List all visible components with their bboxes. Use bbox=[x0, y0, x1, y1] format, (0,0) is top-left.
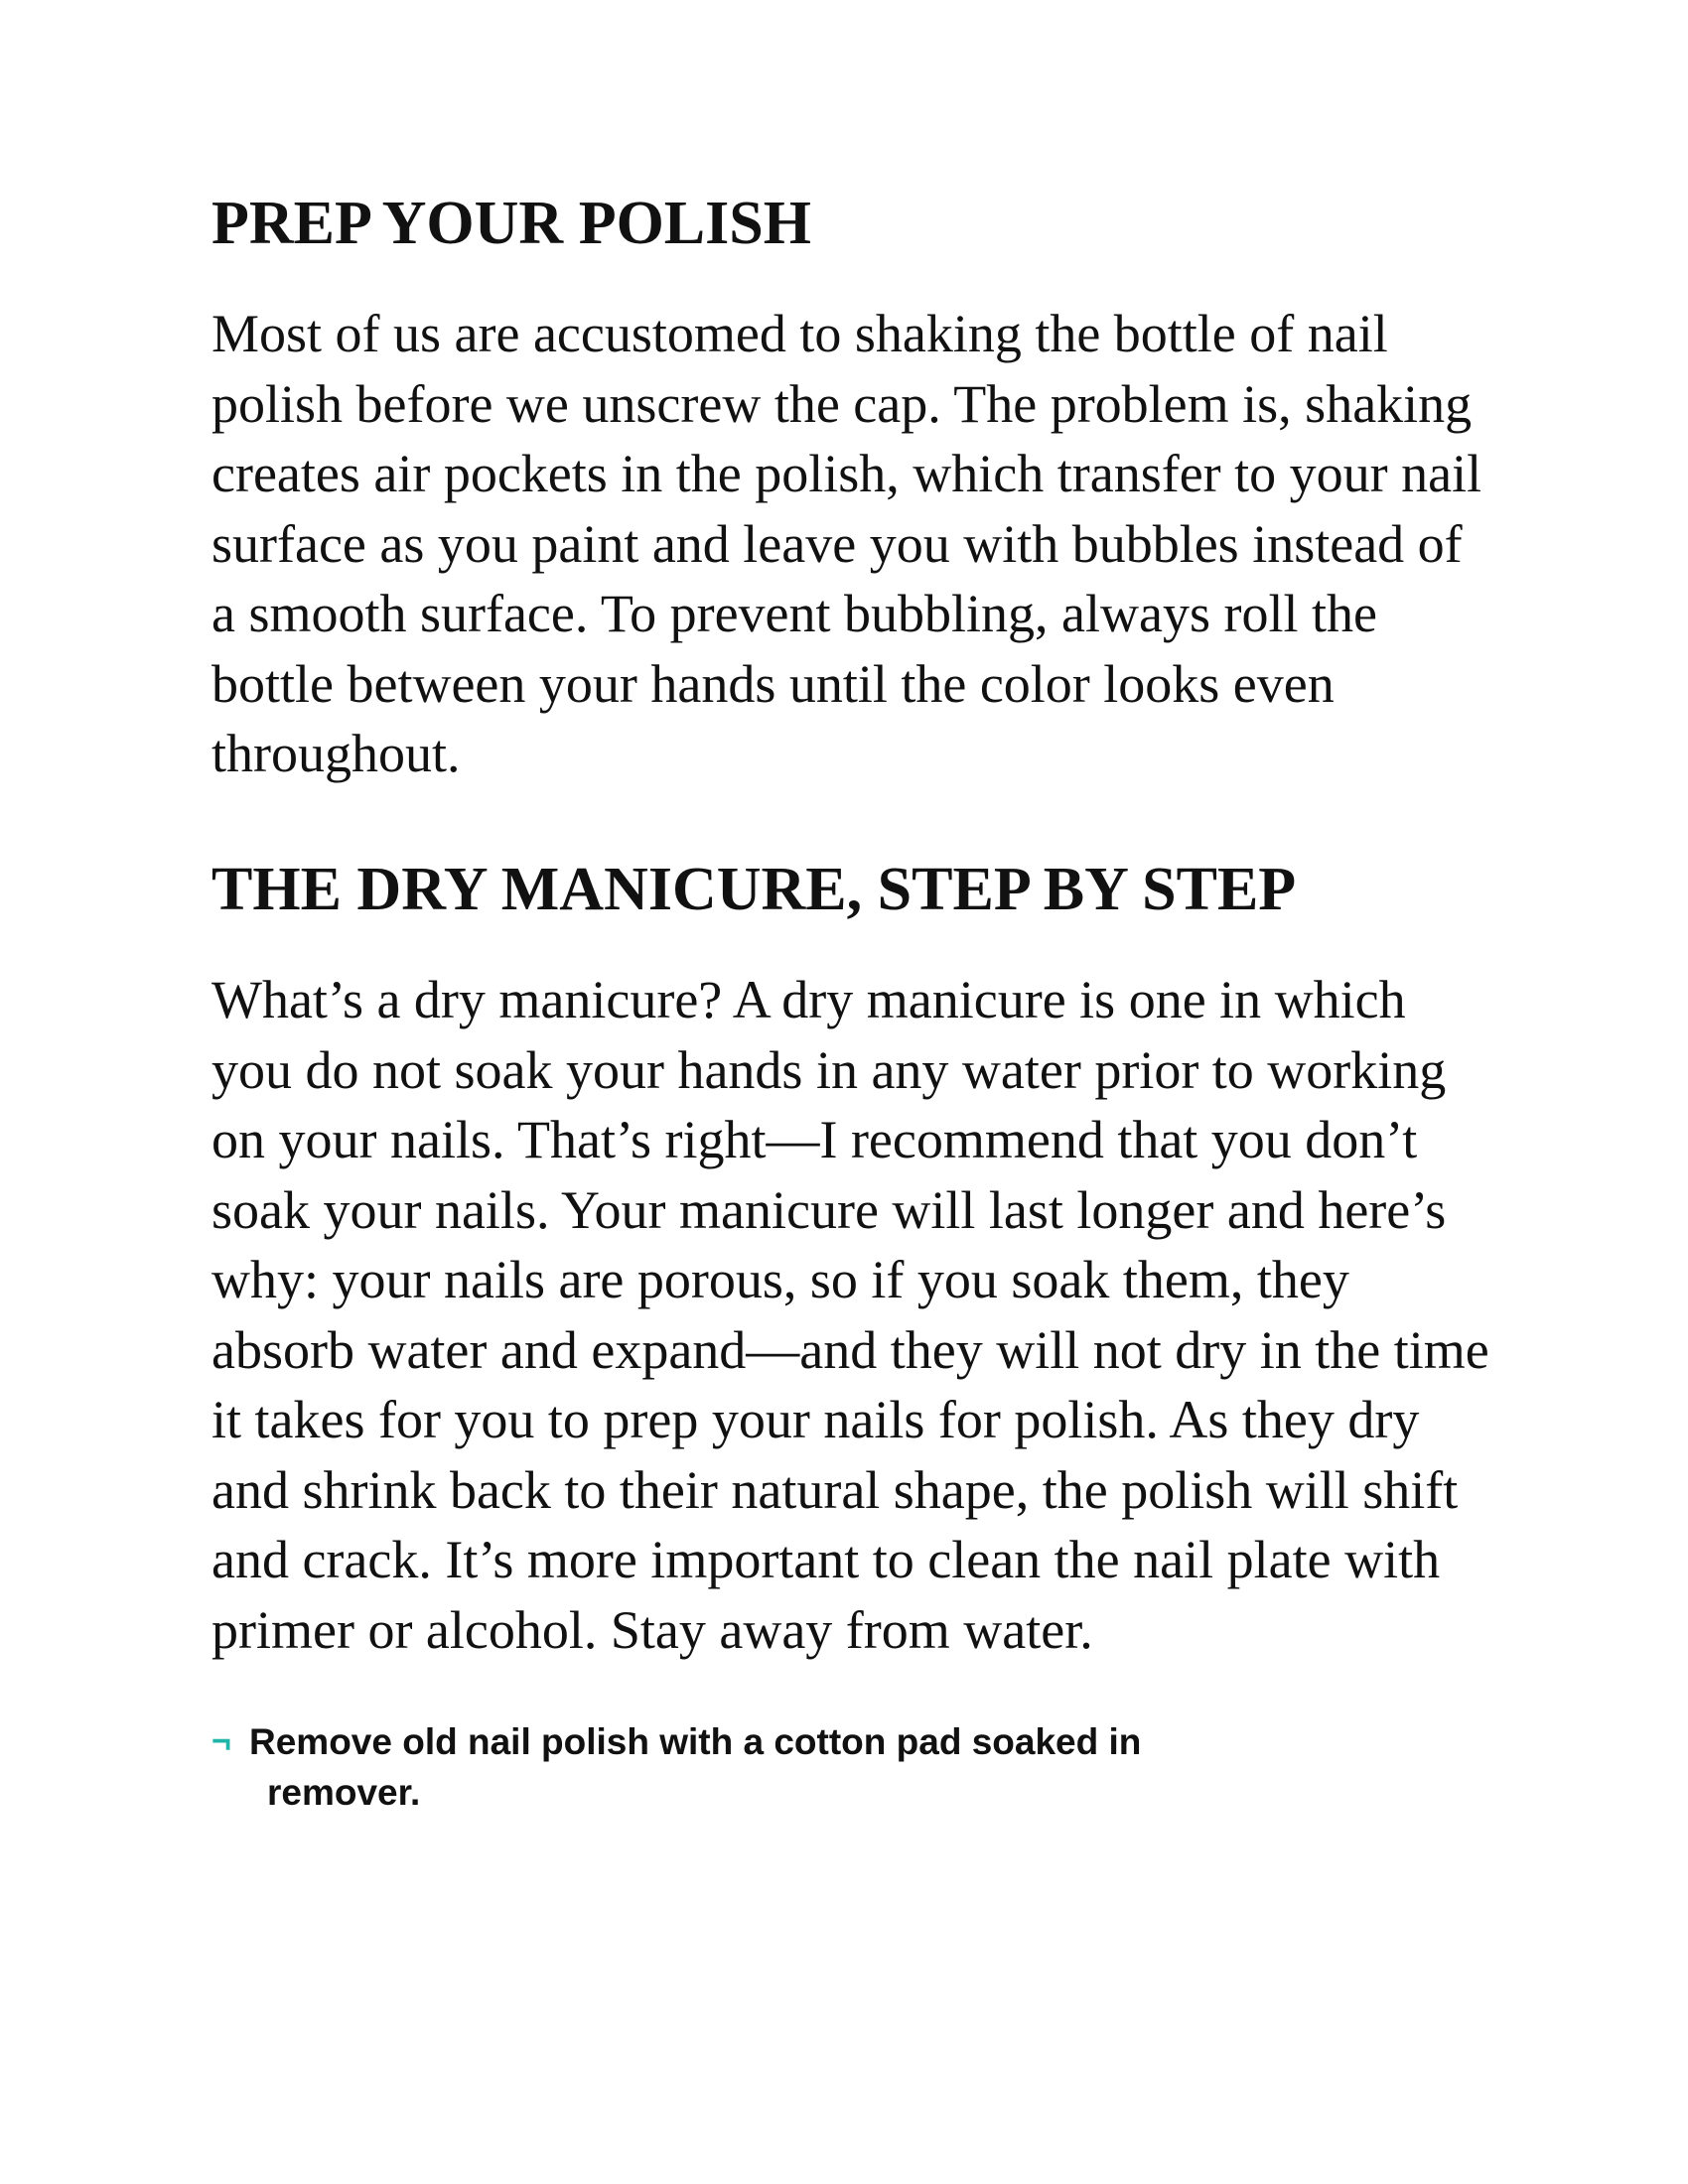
bullet-marker-icon: ¬ bbox=[211, 1722, 231, 1761]
step-text-line-1: Remove old nail polish with a cotton pad soaked in bbox=[249, 1721, 1142, 1763]
section-heading-dry-manicure: THE DRY MANICURE, STEP BY STEP bbox=[211, 855, 1297, 923]
paragraph-prep-polish: Most of us are accustomed to shaking the bottle of nail polish before we unscrew the cap. The problem is, shaking creates air pockets in the polish, which transfer to your nail surface as you paint and leave you with bubbles instead of a smooth surface. To prevent bubbling, always roll the bottle between your hands until the color looks even throughout. bbox=[211, 304, 1482, 784]
paragraph-dry-manicure: What’s a dry manicure? A dry manicure is one in which you do not soak your hands in any water prior to working on your nails. That’s right—I recommend that you don’t soak your nails. Your manicure will last longer and here’s why: your nails are porous, so if you soak them, they absorb water and expand—and they will not dry in the time it takes for you to prep your nails for polish. As they dry and shrink back to their natural shape, the polish will shift and crack. It’s more important to clean the nail plate with primer or alcohol. Stay away from water. bbox=[211, 970, 1489, 1660]
step-list-item bbox=[211, 1716, 1492, 1818]
step-text bbox=[249, 1716, 1302, 1818]
section-heading-prep-polish: PREP YOUR POLISH bbox=[211, 190, 811, 257]
document-page bbox=[211, 189, 1492, 1818]
step-text-line-2: remover. bbox=[267, 1772, 421, 1814]
